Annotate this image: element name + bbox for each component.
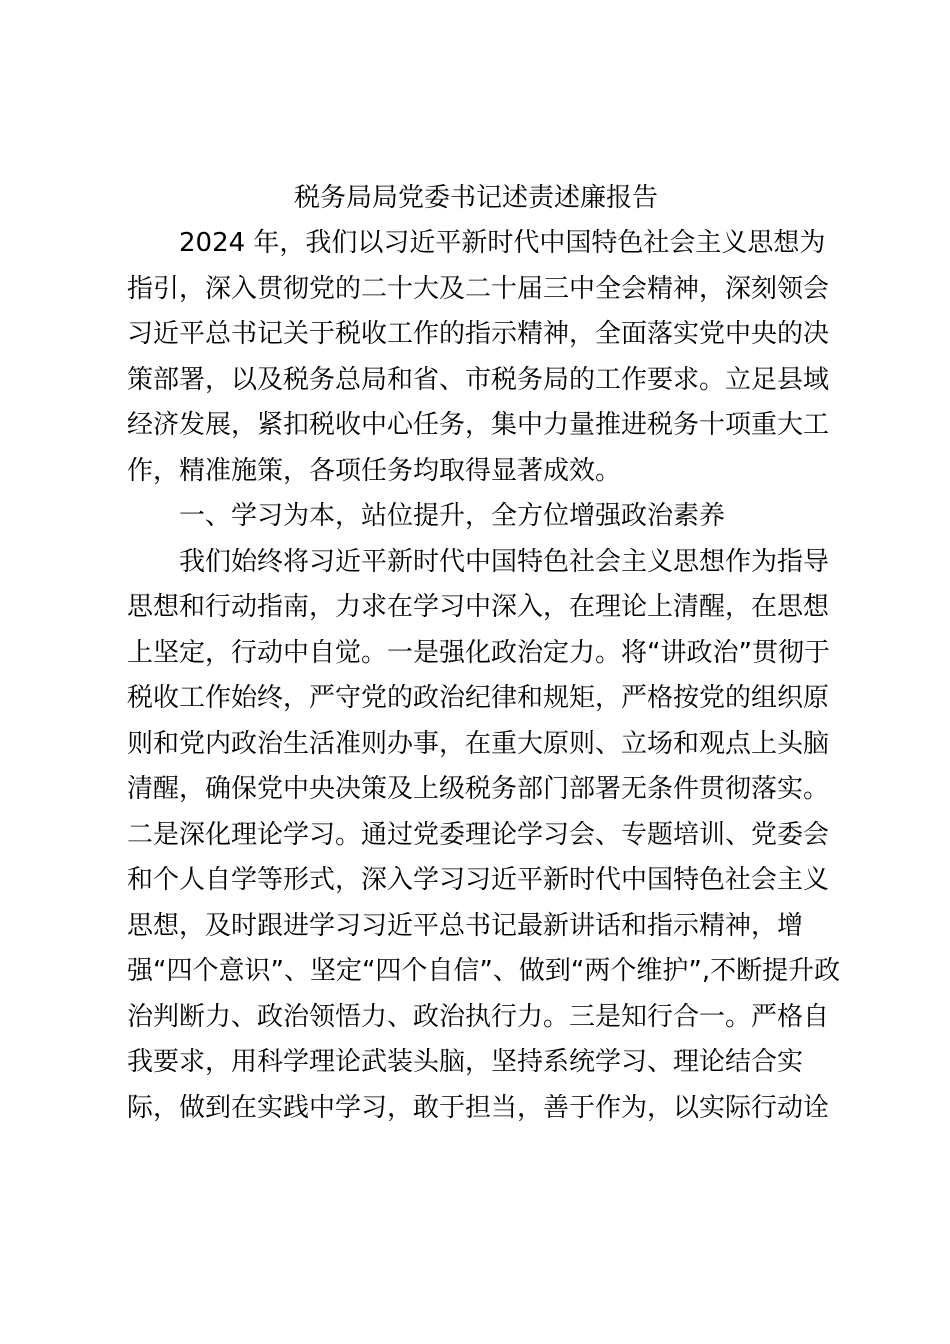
paragraph-line: 际，做到在实践中学习，敢于担当，善于作为，以实际行动诠 <box>127 1092 830 1123</box>
paragraph-section-1 <box>127 540 841 1132</box>
paragraph-line: 则和党内政治生活准则办事，在重大原则、立场和观点上头脑 <box>127 728 830 759</box>
paragraph-line: 2024 年，我们以习近平新时代中国特色社会主义思想为 <box>179 228 826 258</box>
paragraph-line: 二是深化理论学习。通过党委理论学习会、专题培训、党委会 <box>127 819 830 850</box>
paragraph-line: 上坚定，行动中自觉。一是强化政治定力。将“讲政治”贯彻于 <box>127 637 830 668</box>
paragraph-line: 思想，及时跟进学习习近平总书记最新讲话和指示精神，增 <box>127 910 804 941</box>
paragraph-line: 治判断力、政治领悟力、政治执行力。三是知行合一。严格自 <box>127 1001 830 1032</box>
paragraph-line: 思想和行动指南，力求在学习中深入，在理论上清醒，在思想 <box>127 592 830 622</box>
document-title: 税务局局党委书记述责述廉报告 <box>293 183 658 213</box>
document-body <box>127 176 841 1131</box>
paragraph-line: 习近平总书记关于税收工作的指示精神，全面落实党中央的决 <box>127 319 830 349</box>
paragraph-line: 清醒，确保党中央决策及上级税务部门部署无条件贯彻落实。 <box>127 774 830 804</box>
paragraph-line: 经济发展，紧扣税收中心任务，集中力量推进税务十项重大工 <box>127 410 830 440</box>
paragraph-line: 我要求，用科学理论武装头脑，坚持系统学习、理论结合实 <box>127 1047 804 1077</box>
paragraph-line: 和个人自学等形式，深入学习习近平新时代中国特色社会主义 <box>127 865 830 895</box>
paragraph-line: 作，精准施策，各项任务均取得显著成效。 <box>127 455 622 486</box>
paragraph-intro <box>127 221 830 494</box>
paragraph-line: 税收工作始终，严守党的政治纪律和规矩，严格按党的组织原 <box>127 683 830 713</box>
paragraph-line: 我们始终将习近平新时代中国特色社会主义思想作为指导 <box>179 546 830 577</box>
paragraph-line: 策部署，以及税务总局和省、市税务局的工作要求。立足县域 <box>127 364 830 395</box>
paragraph-line: 强“四个意识”、坚定“四个自信”、做到“两个维护”,不断提升政 <box>127 956 841 986</box>
paragraph-line: 指引，深入贯彻党的二十大及二十届三中全会精神，深刻领会 <box>127 273 830 304</box>
section-heading: 一、学习为本，站位提升，全方位增强政治素养 <box>179 501 726 531</box>
